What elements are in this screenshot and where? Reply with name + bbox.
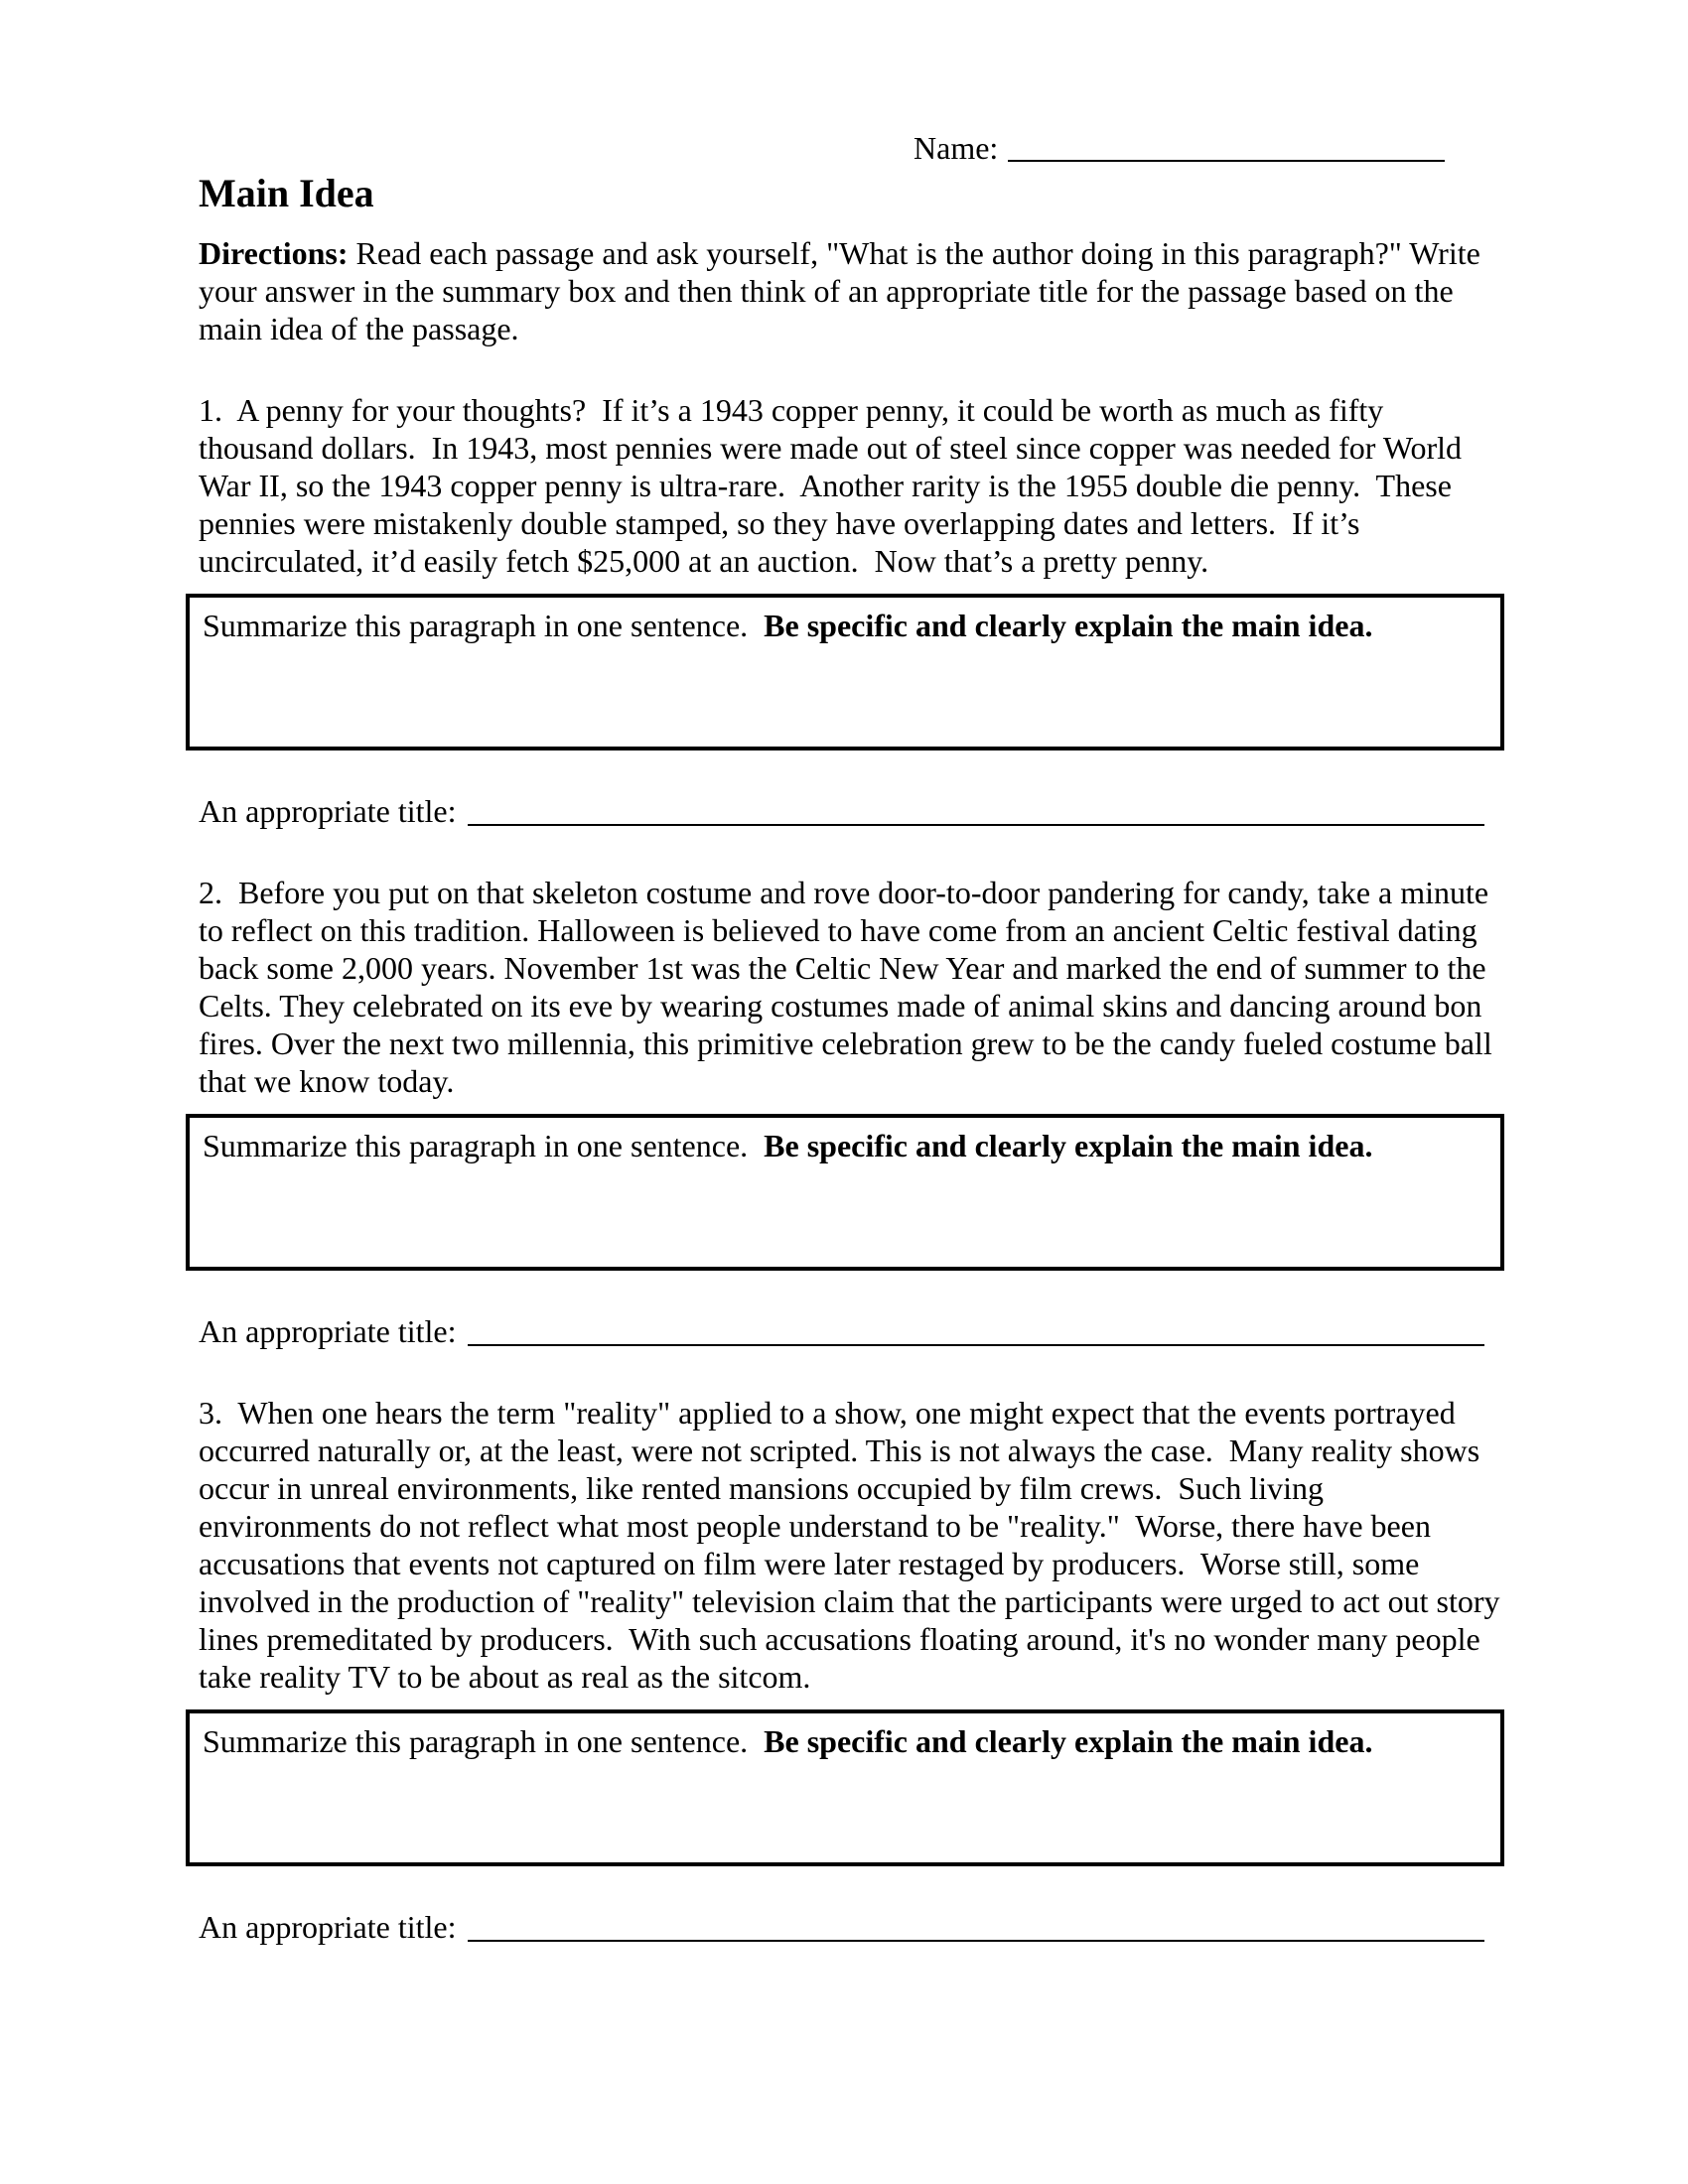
title-row [199, 792, 1504, 830]
passage-paragraph [199, 874, 1504, 1100]
page-title: Main Idea [199, 171, 374, 215]
title-row [199, 1908, 1504, 1946]
title-label: An appropriate title: [199, 1313, 457, 1349]
summary-prompt-bold: Be specific and clearly explain the main idea. [748, 1723, 1373, 1759]
summary-box [186, 1114, 1504, 1271]
title-label: An appropriate title: [199, 1909, 457, 1945]
worksheet-section-3 [199, 1394, 1508, 1946]
passage-paragraph [199, 391, 1504, 580]
title-input-line[interactable] [468, 792, 1484, 826]
worksheet-section-2 [199, 874, 1504, 1350]
title-row [199, 1312, 1504, 1350]
passage-text: Before you put on that skeleton costume and rove door-to-door pandering for candy, take a minute to reflect on this tradition. Halloween is believed to have come from an ancient Celtic festival dating back some 2,000 years. November 1st was the Celtic New Year and marked the end of summer to the Celts. They celebrated on its eve by wearing costumes made of animal skins and dancing around bon fires. Over the next two millennia, this primitive celebration grew to be the candy fueled costume ball that we know today. [199, 875, 1500, 1099]
summary-prompt-bold: Be specific and clearly explain the main idea. [748, 608, 1373, 643]
name-input-line[interactable] [1008, 129, 1445, 162]
directions-label: Directions: [199, 235, 349, 271]
summary-prompt-normal: Summarize this paragraph in one sentence. [203, 1723, 749, 1759]
summary-prompt-normal: Summarize this paragraph in one sentence. [203, 608, 749, 643]
summary-write-area[interactable] [190, 644, 1500, 744]
summary-write-area[interactable] [190, 1760, 1500, 1859]
title-label: An appropriate title: [199, 793, 457, 829]
directions-paragraph [199, 234, 1504, 347]
title-input-line[interactable] [468, 1312, 1484, 1346]
summary-prompt-line [190, 1118, 1500, 1164]
passage-number: 1. [199, 392, 222, 428]
directions-text: Read each passage and ask yourself, "What is the author doing in this paragraph?" Write your answer in the summary box and then think of an appropriate title for the passage based on the main idea of the passage. [199, 235, 1488, 346]
name-label: Name: [914, 130, 999, 166]
summary-box [186, 1709, 1504, 1866]
passage-text: A penny for your thoughts? If it’s a 1943 copper penny, it could be worth as much as fifty thousand dollars. In 1943, most pennies were made out of steel since copper was needed for World War II, so the 1943 copper penny is ultra-rare. Another rarity is the 1955 double die penny. These pennies were mistakenly double stamped, so they have overlapping dates and letters. If it’s uncirculated, it’d easily fetch $25,000 at an auction. Now that’s a pretty penny. [199, 392, 1470, 579]
worksheet-section-1 [199, 391, 1504, 830]
passage-number: 2. [199, 875, 222, 910]
summary-write-area[interactable] [190, 1164, 1500, 1264]
summary-prompt-line [190, 598, 1500, 644]
summary-prompt-bold: Be specific and clearly explain the main idea. [748, 1128, 1373, 1163]
title-input-line[interactable] [468, 1908, 1484, 1942]
summary-prompt-line [190, 1713, 1500, 1760]
passage-paragraph [199, 1394, 1508, 1696]
passage-number: 3. [199, 1395, 222, 1431]
summary-prompt-normal: Summarize this paragraph in one sentence. [203, 1128, 749, 1163]
name-row [914, 129, 1504, 167]
summary-box [186, 594, 1504, 751]
passage-text: When one hears the term "reality" applied to a show, one might expect that the events portrayed occurred naturally or, at the least, were not scripted. This is not always the case. Many reality shows occur in unreal environments, like rented mansions occupied by film crews. Such living environments do not reflect what most people understand to be "reality." Worse, there have been accusations that events not captured on film were later restaged by producers. Worse still, some involved in the production of "reality" television claim that the participants were urged to act out story lines premeditated by producers. With such accusations floating around, it's no wonder many people take reality TV to be about as real as the sitcom. [199, 1395, 1508, 1695]
